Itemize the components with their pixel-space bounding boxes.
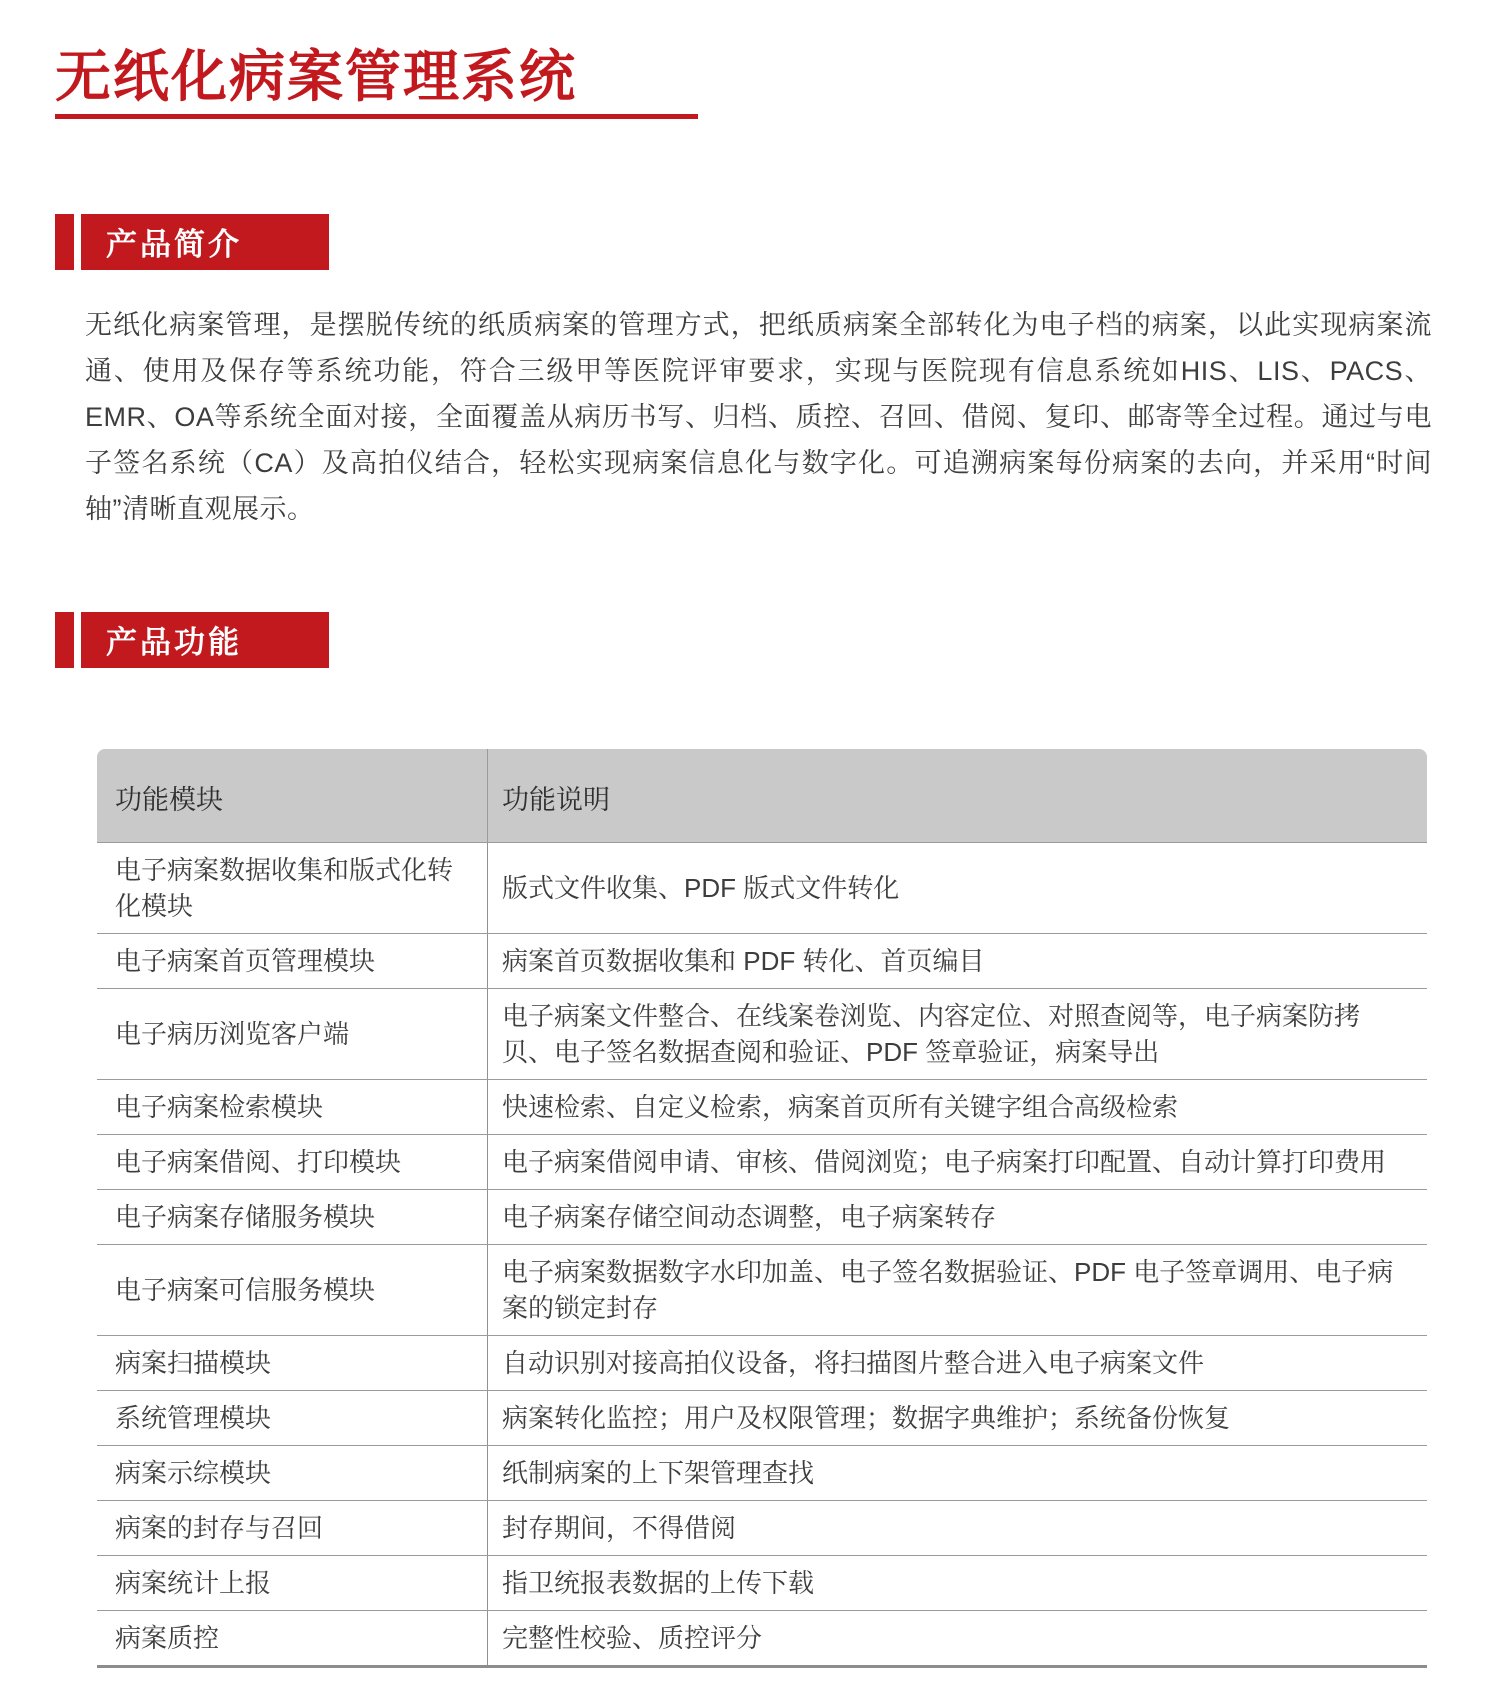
description-cell: 快速检索、自定义检索，病案首页所有关键字组合高级检索 — [487, 1080, 1427, 1134]
module-cell: 电子病案首页管理模块 — [115, 945, 376, 976]
section-features — [0, 612, 1500, 1668]
table-row — [97, 1244, 1427, 1335]
table-row — [97, 1500, 1427, 1555]
module-cell: 病案统计上报 — [115, 1567, 272, 1598]
module-cell: 系统管理模块 — [115, 1402, 272, 1433]
document-page — [0, 46, 1500, 1694]
module-cell: 病案质控 — [115, 1622, 220, 1653]
description-cell: 电子病案文件整合、在线案卷浏览、内容定位、对照查阅等，电子病案防拷贝、电子签名数据查阅和验证、PDF 签章验证，病案导出 — [487, 989, 1427, 1079]
module-cell: 电子病案存储服务模块 — [115, 1201, 376, 1232]
intro-heading-box — [81, 214, 329, 270]
description-cell: 电子病案存储空间动态调整，电子病案转存 — [487, 1190, 1427, 1244]
table-row — [97, 1610, 1427, 1665]
heading-accent-bar — [55, 612, 74, 668]
features-heading-box — [81, 612, 329, 668]
function-table — [97, 749, 1427, 1668]
module-cell: 电子病案检索模块 — [115, 1091, 324, 1122]
description-cell: 病案转化监控；用户及权限管理；数据字典维护；系统备份恢复 — [487, 1391, 1427, 1445]
title-underline — [55, 114, 698, 119]
intro-paragraph: 无纸化病案管理，是摆脱传统的纸质病案的管理方式，把纸质病案全部转化为电子档的病案，以此实现病案流通、使用及保存等系统功能，符合三级甲等医院评审要求，实现与医院现有信息系统如HIS、LIS、PACS、EMR、OA等系统全面对接，全面覆盖从病历书写、归档、质控、召回、借阅、复印、邮寄等全过程。通过与电子签名系统（CA）及高拍仪结合，轻松实现病案信息化与数字化。可追溯病案每份病案的去向，并采用“时间轴”清晰直观展示。 — [85, 309, 1432, 524]
module-cell: 电子病案数据收集和版式化转化模块 — [115, 854, 454, 921]
description-cell: 完整性校验、质控评分 — [487, 1611, 1427, 1665]
table-row — [97, 1555, 1427, 1610]
module-cell: 病案示综模块 — [115, 1457, 272, 1488]
table-row — [97, 842, 1427, 933]
description-cell: 病案首页数据收集和 PDF 转化、首页编目 — [487, 934, 1427, 988]
heading-accent-gap — [74, 214, 81, 270]
description-cell: 电子病案借阅申请、审核、借阅浏览；电子病案打印配置、自动计算打印费用 — [487, 1135, 1427, 1189]
table-row — [97, 1390, 1427, 1445]
description-cell: 电子病案数据数字水印加盖、电子签名数据验证、PDF 电子签章调用、电子病案的锁定封存 — [487, 1245, 1427, 1335]
table-row — [97, 1445, 1427, 1500]
table-row — [97, 1189, 1427, 1244]
table-row — [97, 1134, 1427, 1189]
module-cell: 病案的封存与召回 — [115, 1512, 324, 1543]
description-cell: 纸制病案的上下架管理查找 — [487, 1446, 1427, 1500]
description-cell: 自动识别对接高拍仪设备，将扫描图片整合进入电子病案文件 — [487, 1336, 1427, 1390]
module-cell: 电子病历浏览客户端 — [115, 1018, 350, 1049]
table-row — [97, 1335, 1427, 1390]
heading-accent-bar — [55, 214, 74, 270]
table-header-description: 功能说明 — [487, 749, 1427, 842]
description-cell: 封存期间，不得借阅 — [487, 1501, 1427, 1555]
page-title: 无纸化病案管理系统 — [55, 45, 577, 108]
intro-heading-label: 产品简介 — [106, 227, 242, 263]
table-body — [97, 842, 1427, 1665]
table-header-row — [97, 749, 1427, 842]
features-heading-banner — [55, 612, 1500, 668]
module-cell: 病案扫描模块 — [115, 1347, 272, 1378]
module-cell: 电子病案可信服务模块 — [115, 1274, 376, 1305]
heading-accent-gap — [74, 612, 81, 668]
table-row — [97, 988, 1427, 1079]
module-cell: 电子病案借阅、打印模块 — [115, 1146, 402, 1177]
section-intro — [0, 214, 1500, 532]
features-heading-label: 产品功能 — [106, 625, 242, 661]
table-header-module: 功能模块 — [115, 784, 223, 815]
intro-heading-banner — [55, 214, 1500, 270]
table-row — [97, 933, 1427, 988]
table-row — [97, 1079, 1427, 1134]
description-cell: 指卫统报表数据的上传下载 — [487, 1556, 1427, 1610]
description-cell: 版式文件收集、PDF 版式文件转化 — [487, 843, 1427, 933]
